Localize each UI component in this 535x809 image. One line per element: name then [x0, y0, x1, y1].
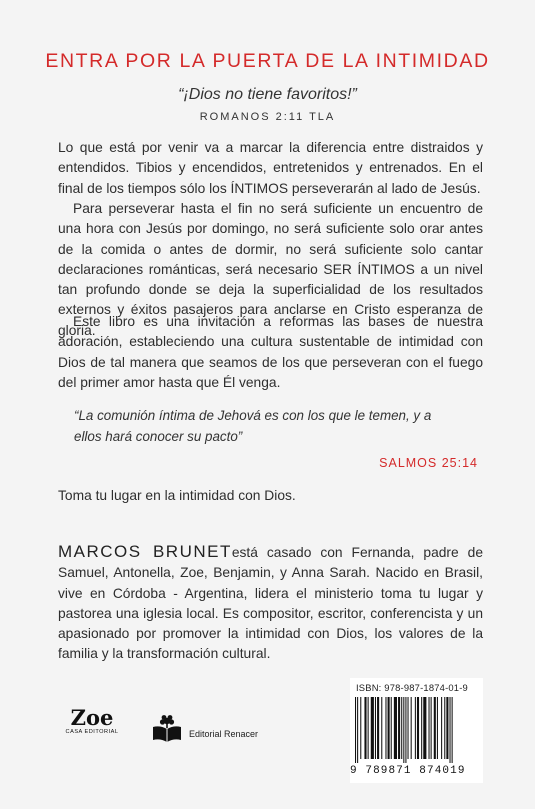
zoe-logo-word: Zoe: [70, 705, 114, 730]
epigraph-reference: ROMANOS 2:11 TLA: [199, 111, 336, 123]
renacer-publisher-name: Editorial Renacer: [189, 729, 259, 739]
barcode-digits: 9 789871 874019: [350, 765, 466, 777]
author-bio: está casado con Fernanda, padre de Samuel, Antonella, Zoe, Benjamin, y Anna Sarah. Nacido en Brasil, vive en Córdoba - Argentina, lidera el ministerio toma tu lugar y pastorea una iglesia local. Es compositor, escritor, conferencista y un apasionado por promover la intimidad con Dios, los valores de la familia y la transformación cultural.: [58, 545, 483, 662]
body-paragraph-3: Este libro es una invitación a reformas las bases de nuestra adoración, estableciendo una cultura sustentable de intimidad con Dios de tal manera que seamos de los que perseveran con el fuego del primer amor hasta que Él venga.: [58, 314, 483, 390]
zoe-logo-subtitle: CASA EDITORIAL: [65, 729, 119, 735]
cover-title: ENTRA POR LA PUERTA DE LA INTIMIDAD: [45, 50, 490, 72]
barcode-bars: [352, 697, 481, 763]
epigraph-quote: “¡Dios no tiene favoritos!”: [178, 86, 357, 103]
closing-line: Toma tu lugar en la intimidad con Dios.: [58, 488, 296, 503]
body-paragraph-2: Para perseverar hasta el fin no será suficiente un encuentro de una hora con Jesús por domingo, no será suficiente solo orar antes de la comida o antes de dormir, no será suficiente solo cantar declaraciones románticas, será necesario SER ÍNTIMOS a un nivel tan profundo donde se deja la superficialidad de los resultados externos y éxitos pasajeros para anclarse en Cristo esperanza de gloria.: [58, 201, 483, 338]
body-paragraph-1: Lo que está por venir va a marcar la diferencia entre distraidos y entendidos. Tibios y encendidos, entretenidos y entrenados. En el final de los tiempos sólo los ÍNTIMOS perseverarán al lado de Jesús.: [58, 140, 483, 196]
renacer-publisher-logo: [151, 713, 258, 743]
isbn-label: ISBN: 978-987-1874-01-9: [356, 682, 468, 693]
book-with-flower-icon: [151, 713, 183, 743]
scripture-quote: “La comunión íntima de Jehová es con los que le temen, y a ellos hará conocer su pacto”: [74, 408, 432, 444]
author-name: MARCOS BRUNET: [58, 542, 232, 561]
zoe-publisher-logo: [62, 705, 122, 735]
scripture-reference: SALMOS 25:14: [379, 456, 478, 470]
author-bio-block: [58, 542, 483, 665]
isbn-barcode: [350, 678, 483, 783]
